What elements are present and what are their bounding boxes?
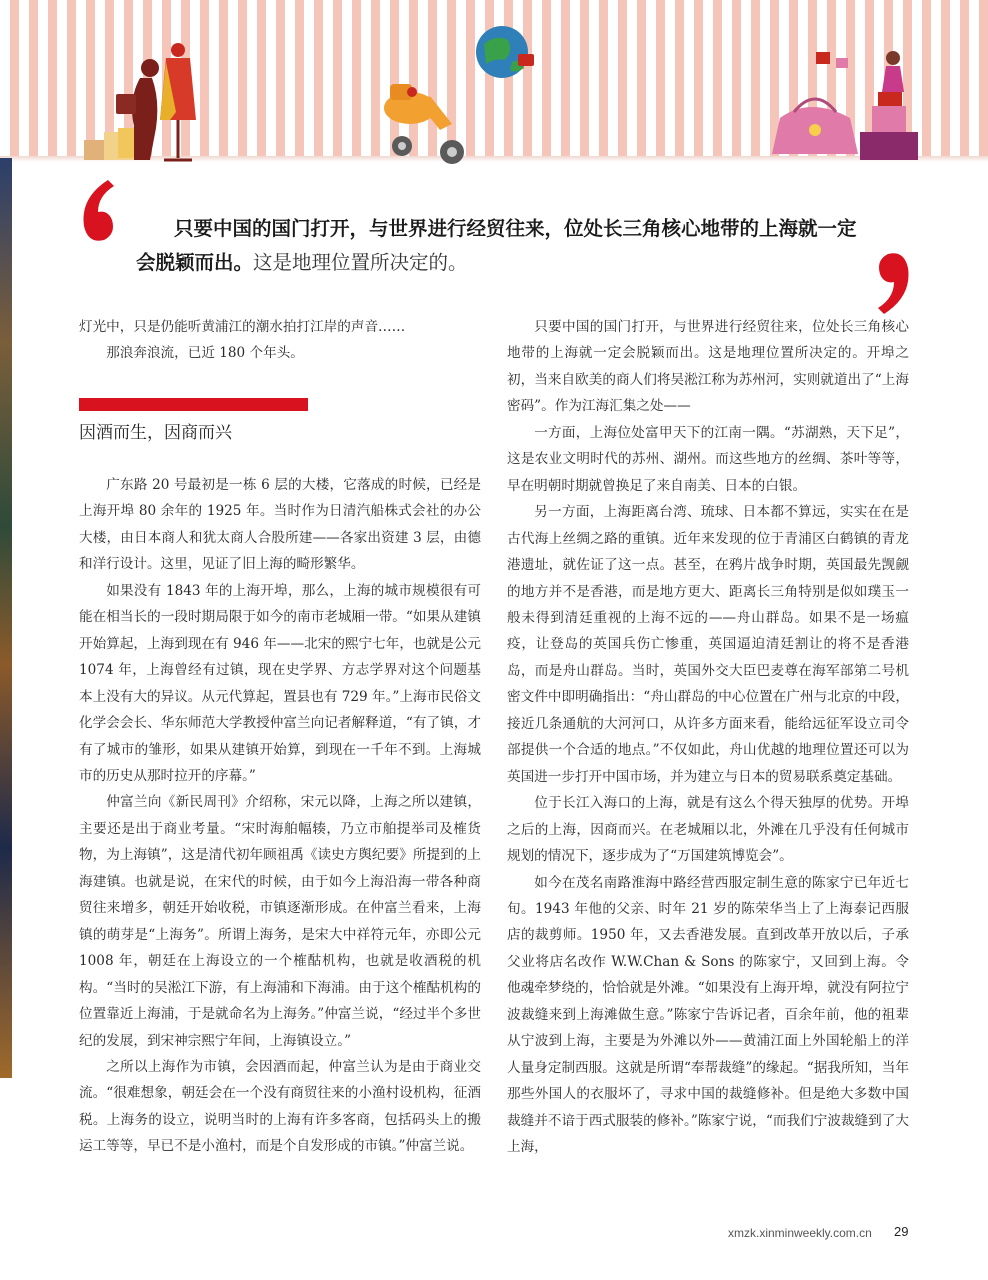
stacked-gift-boxes-icon [860,92,918,160]
pull-quote-line-2 [136,246,876,280]
paragraph: 位于长江入海口的上海，就是有这么个得天独厚的优势。开埠之后的上海，因商而兴。在老城厢以北，外滩在几乎没有任何城市规划的情况下，逐步成为了“万国建筑博览会”。 [507,795,909,865]
close-quote-icon [868,240,918,320]
paragraph: 只要中国的国门打开，与世界进行经贸往来，位处长三角核心地带的上海就一定会脱颖而出。这是地理位置所决定的。开埠之初，当来自欧美的商人们将吴淞江称为苏州河，实则就道出了“上海密码”。作为江海汇集之处—— [507,319,909,415]
woman-figure-icon [882,51,904,92]
paragraph: 如今在茂名南路淮海中路经营西服定制生意的陈家宁已年近七旬。1943 年他的父亲、时年 21 岁的陈荣华当上了上海泰记西服店的裁剪师。1950 年，又去香港发展。直到改革开放以后，子承父业将店名改作 W.W.Chan & Sons 的陈家宁，又回到上海。令他魂牵梦绕的，恰恰就是外滩。“如果没有上海开埠，就没有阿拉宁波裁缝来到上海滩做生意。”陈家宁告诉记者，百余年前，他的祖辈从宁波到上海，主要是为外滩以外——黄浦江面上外国轮船上的洋人量身定制西服。这就是所谓“奉帮裁缝”的缘起。“据我所知，当年那些外国人的衣服坏了，寻求中国的裁缝修补。但是绝大多数中国裁缝并不谙于西式服装的修补。”陈家宁说，“而我们宁波裁缝到了大上海， [507,874,909,1156]
page-number: 29 [894,1224,909,1239]
pull-quote [136,212,876,280]
left-edge-photo-strip [0,158,12,1078]
left-column-intro [79,314,481,367]
pull-quote-bold: 会脱颖而出。 [136,251,254,274]
section-heading: 因酒而生，因商而兴 [79,423,232,443]
right-column-body [507,314,909,1161]
paragraph: 如果没有 1843 年的上海开埠，那么，上海的城市规模很有可能在相当长的一段时期局限于如今的南市老城厢一带。“如果从建镇开始算起，上海到现在有 946 年——北宋的熙宁七年，也就是公元 1074 年，上海曾经有过镇，现在史学界、方志学界对这个问题基本上没有大的异议。从元代算起，置县也有 729 年。”上海市民俗文化学会会长、华东师范大学教授仲富兰向记者解释道，“有了镇，才有了城市的雏形，如果从建镇开始算，到现在一千年不到。上海城市的历史从那时拉开的序幕。” [79,582,481,784]
section-divider-bar [79,398,308,411]
footer-url: xmzk.xinminweekly.com.cn [728,1226,872,1240]
banner-illustration [0,0,988,170]
paragraph: 那浪奔浪流，已近 180 个年头。 [106,345,304,362]
paragraph: 灯光中，只是仍能听黄浦江的潮水拍打江岸的声音…… [79,319,406,335]
shopping-bag-icon [816,52,848,68]
purse-icon [772,99,858,154]
mannequin-icon [160,43,196,160]
open-quote-icon [74,174,124,254]
paragraph: 一方面，上海位处富甲天下的江南一隅。“苏湖熟，天下足”，这是农业文明时代的苏州、湖州。而这些地方的丝绸、茶叶等等，早在明朝时期就曾换足了来自南美、日本的白银。 [507,424,909,494]
paragraph: 广东路 20 号最初是一栋 6 层的大楼，它落成的时候，已经是上海开埠 80 余年的 1925 年。当时作为日清汽船株式会社的办公大楼，由日本商人和犹太商人合股所建——各家出资建 3 层，由德和洋行设计。这里，见证了旧上海的畸形繁华。 [79,477,481,573]
globe-icon [476,26,534,78]
paragraph: 仲富兰向《新民周刊》介绍称，宋元以降，上海之所以建镇，主要还是出于商业考量。“宋时海舶幅辏，乃立市舶提举司及榷货物，为上海镇”，这是清代初年顾祖禹《读史方舆纪要》所提到的上海建镇。也就是说，在宋代的时候，由于如今上海沿海一带各种商贸往来增多，朝廷开始收税，市镇逐渐形成。在仲富兰看来，上海镇的萌芽是“上海务”。所谓上海务，是宋大中祥符元年，亦即公元 1008 年，朝廷在上海设立的一个榷酤机构，也就是收酒税的机构。“当时的吴淞江下游，有上海浦和下海浦。由于这个榷酤机构的位置靠近上海浦，于是就命名为上海务。”仲富兰说，“经过半个多世纪的发展，到宋神宗熙宁年间，上海镇设立。” [79,794,481,1049]
left-column-body [79,472,481,1160]
scooter-icon [384,84,464,164]
paragraph: 另一方面，上海距离台湾、琉球、日本都不算远，实实在在是古代海上丝绸之路的重镇。近年来发现的位于青浦区白鹤镇的青龙港遗址，就佐证了这一点。甚至，在鸦片战争时期，英国最先觊觎的地方并不是香港，而是地方更大、距离长三角特别是似如璞玉一般未得到清廷重视的上海不远的——舟山群岛。如果不是一场瘟疫，让登岛的英国兵伤亡惨重，英国逼迫清廷割让的将不是香港岛，而是舟山群岛。当时，英国外交大臣巴麦尊在海军部第二号机密文件中即明确指出：“舟山群岛的中心位置在广州与北京的中段，接近几条通航的大河河口，从许多方面来看，能给远征军设立司令部提供一个合适的地点。”不仅如此，舟山优越的地理位置还可以为英国进一步打开中国市场，并为建立与日本的贸易联系奠定基础。 [507,504,909,785]
gift-box-icon [84,128,134,160]
pull-quote-light: 这是地理位置所决定的。 [253,251,468,274]
paragraph: 之所以上海作为市镇，会因酒而起，仲富兰认为是由于商业交流。“很难想象，朝廷会在一个没有商贸往来的小渔村设机构，征酒税。上海务的设立，说明当时的上海有许多客商，包括码头上的搬运工等等，早已不是小渔村，而是个自发形成的市镇。”仲富兰说。 [79,1058,481,1155]
pull-quote-line-1: 只要中国的国门打开，与世界进行经贸往来，位处长三角核心地带的上海就一定 [174,217,857,240]
